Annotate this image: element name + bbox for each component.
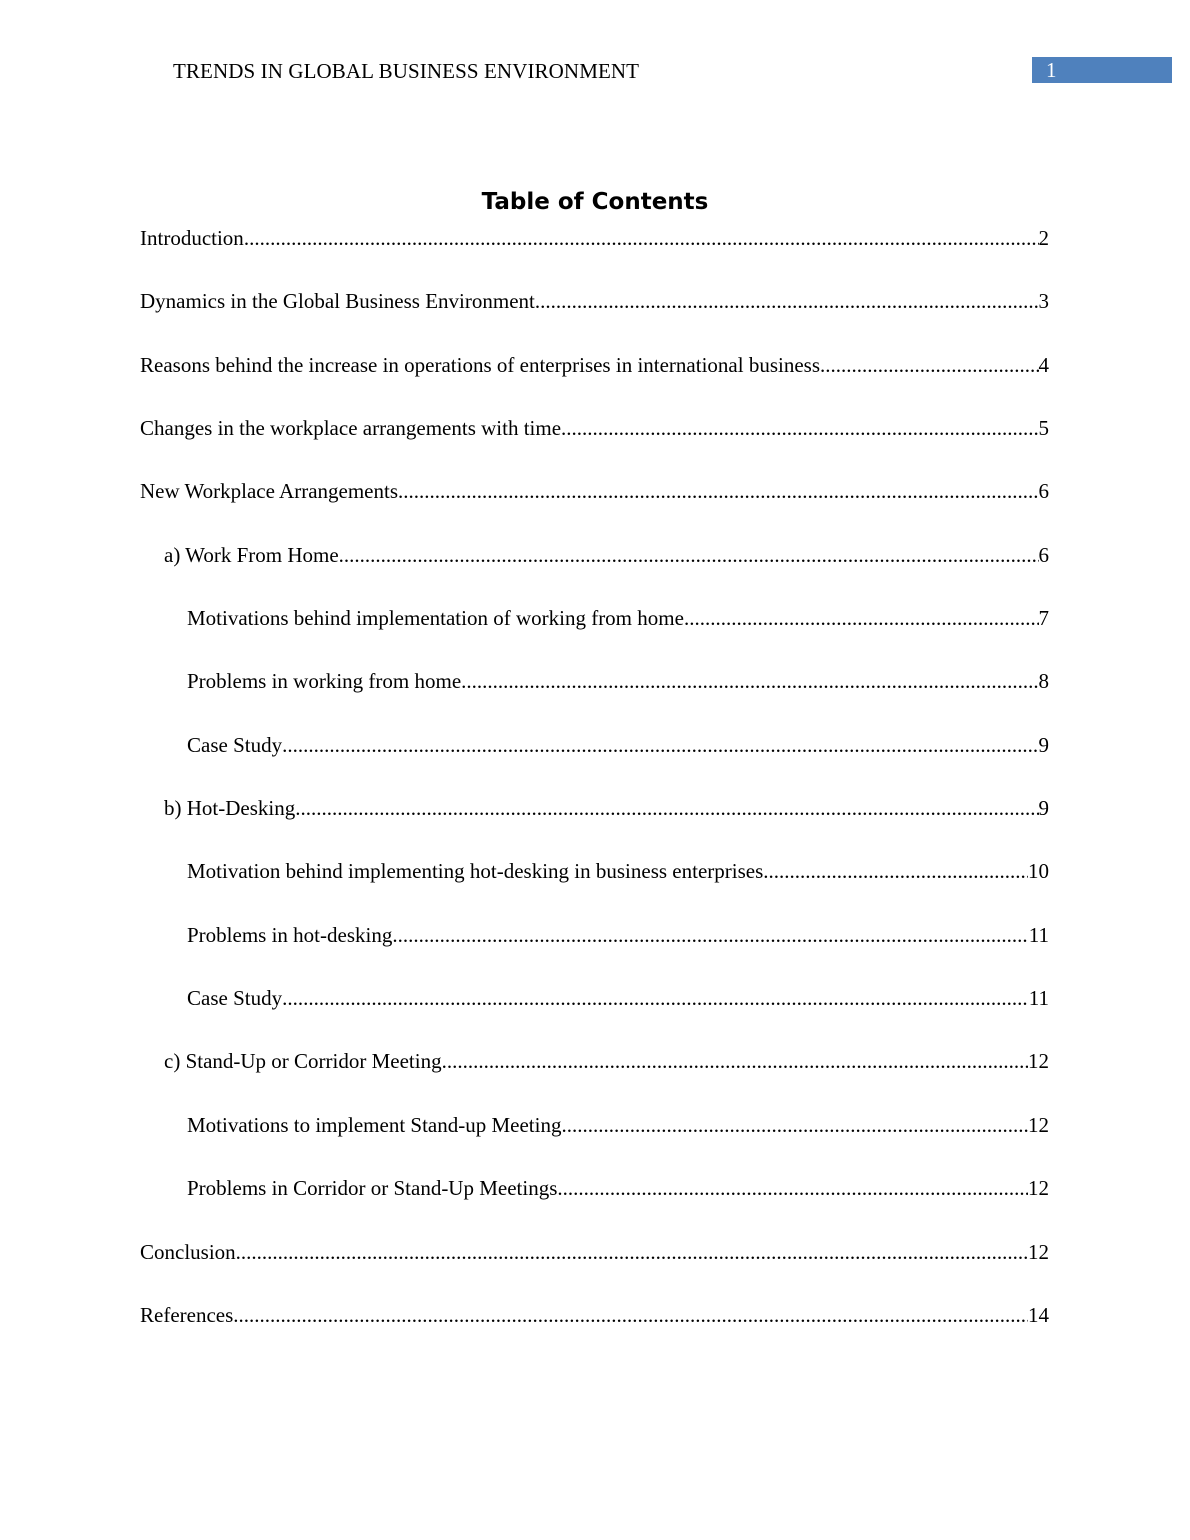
running-head-title: TRENDS IN GLOBAL BUSINESS ENVIRONMENT (173, 59, 640, 83)
toc-entry-dynamics[interactable] (140, 287, 1049, 350)
toc-entry-label: Conclusion (140, 1239, 236, 1264)
toc-entry-wfh-motivations[interactable] (140, 604, 1049, 667)
toc-entry-label: b) Hot-Desking (164, 796, 296, 821)
toc-entry-label: New Workplace Arrangements (140, 479, 398, 504)
toc-entry-page: 5 (1038, 416, 1049, 441)
toc-entry-label: Problems in working from home (187, 669, 462, 694)
toc-entry-page: 12 (1028, 1176, 1049, 1201)
toc-entry-label: Case Study (187, 732, 283, 757)
toc-entry-page: 11 (1028, 922, 1049, 947)
toc-entry-label: References (140, 1302, 234, 1327)
toc-entry-new-workplace[interactable] (140, 477, 1049, 540)
table-of-contents (140, 224, 1049, 1364)
toc-dot-leader (561, 414, 1038, 442)
toc-entry-references[interactable] (140, 1301, 1049, 1364)
toc-entry-label: Introduction (140, 226, 244, 250)
toc-entry-page: 14 (1028, 1302, 1049, 1327)
toc-entry-label: Changes in the workplace arrangements with time (140, 416, 562, 441)
toc-entry-page: 6 (1038, 479, 1049, 504)
toc-entry-page: 6 (1038, 542, 1049, 567)
toc-entry-conclusion[interactable] (140, 1238, 1049, 1301)
toc-dot-leader (392, 921, 1028, 949)
toc-dot-leader (295, 794, 1038, 822)
toc-entry-label: Case Study (187, 986, 283, 1011)
toc-entry-wfh-case-study[interactable] (140, 731, 1049, 794)
toc-entry-page: 8 (1038, 669, 1049, 694)
toc-entry-page: 3 (1038, 289, 1049, 314)
toc-entry-page: 7 (1038, 606, 1049, 631)
page-number: 1 (1032, 57, 1172, 83)
toc-dot-leader (398, 477, 1039, 505)
toc-entry-label: Problems in hot-desking (187, 922, 393, 947)
toc-entry-page: 12 (1028, 1239, 1049, 1264)
toc-dot-leader (535, 287, 1039, 315)
toc-dot-leader (339, 541, 1039, 569)
toc-entry-label: Motivations to implement Stand-up Meeting (187, 1112, 562, 1137)
toc-dot-leader (461, 667, 1038, 695)
toc-entry-label: Reasons behind the increase in operations of enterprises in international business (140, 352, 820, 377)
toc-entry-hd-motivation[interactable] (140, 857, 1049, 920)
toc-title: Table of Contents (481, 189, 709, 215)
toc-entry-introduction[interactable] (140, 224, 1049, 287)
toc-dot-leader (561, 1111, 1028, 1139)
toc-dot-leader (684, 604, 1039, 632)
toc-dot-leader (763, 857, 1028, 885)
toc-entry-stand-up[interactable] (140, 1047, 1049, 1110)
toc-dot-leader (233, 1301, 1028, 1329)
toc-entry-wfh-problems[interactable] (140, 667, 1049, 730)
toc-dot-leader (236, 1238, 1028, 1266)
toc-entry-page: 10 (1028, 859, 1049, 884)
toc-entry-page: 4 (1038, 352, 1049, 377)
toc-entry-label: Dynamics in the Global Business Environment (140, 289, 535, 314)
toc-entry-su-problems[interactable] (140, 1174, 1049, 1237)
toc-entry-page: 9 (1038, 732, 1049, 757)
toc-entry-su-motivations[interactable] (140, 1111, 1049, 1174)
toc-entry-reasons[interactable] (140, 351, 1049, 414)
toc-dot-leader (442, 1047, 1028, 1075)
toc-entry-page: 12 (1028, 1049, 1049, 1074)
toc-dot-leader (282, 731, 1038, 759)
toc-entry-page: 9 (1038, 796, 1049, 821)
toc-dot-leader (244, 224, 1039, 252)
toc-entry-label: a) Work From Home (164, 542, 339, 567)
toc-entry-page: 12 (1028, 1112, 1049, 1137)
toc-entry-hot-desking[interactable] (140, 794, 1049, 857)
toc-dot-leader (557, 1174, 1028, 1202)
toc-entry-work-from-home[interactable] (140, 541, 1049, 604)
toc-dot-leader (282, 984, 1029, 1012)
toc-entry-label: c) Stand-Up or Corridor Meeting (164, 1049, 442, 1074)
toc-entry-label: Motivation behind implementing hot-desking in business enterprises (187, 859, 764, 884)
toc-dot-leader (820, 351, 1039, 379)
toc-entry-page: 11 (1028, 986, 1049, 1011)
toc-entry-hd-problems[interactable] (140, 921, 1049, 984)
toc-entry-label: Motivations behind implementation of working from home (187, 606, 684, 631)
toc-entry-hd-case-study[interactable] (140, 984, 1049, 1047)
toc-entry-page: 2 (1038, 226, 1049, 250)
toc-entry-changes[interactable] (140, 414, 1049, 477)
toc-entry-label: Problems in Corridor or Stand-Up Meetings (187, 1176, 558, 1201)
